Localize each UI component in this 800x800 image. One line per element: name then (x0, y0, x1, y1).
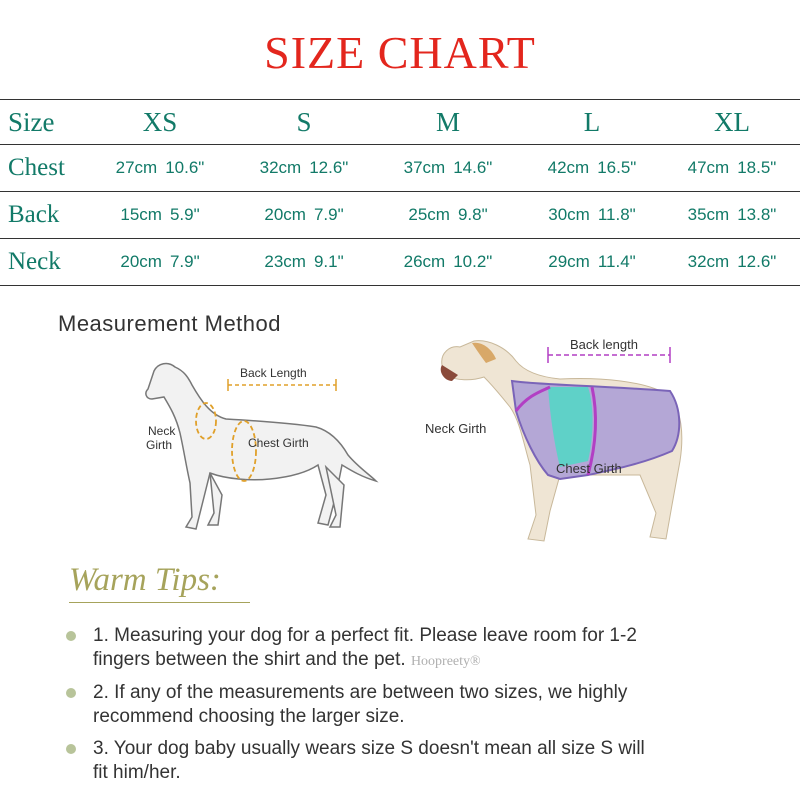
table-cell (232, 192, 376, 239)
inch-value: 7.9" (313, 205, 344, 224)
tip-item (66, 624, 766, 672)
inch-value: 7.9" (169, 252, 200, 271)
cm-value: 26cm (403, 252, 446, 271)
table-cell (376, 145, 520, 192)
row-label: Neck (0, 239, 88, 286)
table-cell (664, 192, 800, 239)
inch-value: 9.1" (313, 252, 344, 271)
table-cell (520, 239, 664, 286)
inch-value: 10.2" (453, 252, 493, 271)
size-table (0, 99, 800, 286)
header-size: Size (0, 100, 88, 145)
tip-item (66, 737, 766, 785)
dog-outline-diagram (130, 355, 400, 565)
header-m: M (376, 100, 520, 145)
table-row-chest (0, 145, 800, 192)
cm-value: 37cm (403, 158, 446, 177)
inch-value: 5.9" (169, 205, 200, 224)
tip-line: 1. Measuring your dog for a perfect fit. Please leave room for 1-2 (93, 625, 637, 646)
bullet-icon (66, 744, 76, 754)
cm-value: 32cm (259, 158, 302, 177)
inch-value: 11.8" (597, 205, 636, 224)
table-cell (376, 192, 520, 239)
table-cell (88, 145, 232, 192)
cm-value: 47cm (687, 158, 730, 177)
header-l: L (520, 100, 664, 145)
bullet-icon (66, 688, 76, 698)
table-cell (232, 239, 376, 286)
back-length-label: Back length (570, 337, 638, 352)
watermark-text: Hoopreety (410, 654, 471, 669)
table-cell (88, 192, 232, 239)
girth-label: Girth (146, 438, 173, 452)
table-cell (664, 145, 800, 192)
registered-mark: ® (470, 654, 481, 669)
chest-girth-label: Chest Girth (556, 461, 622, 476)
measurement-method-title: Measurement Method (58, 311, 281, 336)
back-length-label: Back Length (240, 366, 307, 380)
tip-item (66, 681, 766, 729)
cm-value: 25cm (408, 205, 450, 224)
table-cell (520, 145, 664, 192)
neck-label: Neck (148, 424, 176, 438)
warm-tips-underline (69, 602, 250, 603)
inch-value: 12.6" (309, 158, 349, 177)
table-row-neck (0, 239, 800, 286)
inch-value: 11.4" (597, 252, 636, 271)
cm-value: 15cm (120, 205, 162, 224)
header-xs: XS (88, 100, 232, 145)
table-header-row (0, 100, 800, 145)
inch-value: 13.8" (737, 205, 777, 224)
row-label: Chest (0, 145, 88, 192)
cm-value: 32cm (687, 252, 730, 271)
inch-value: 9.8" (457, 205, 488, 224)
cm-value: 30cm (548, 205, 590, 224)
tip-line: 2. If any of the measurements are between two sizes, we highly (93, 682, 628, 703)
inch-value: 18.5" (737, 158, 777, 177)
tip-line: 3. Your dog baby usually wears size S doesn't mean all size S will (93, 738, 645, 759)
neck-girth-label: Neck Girth (425, 421, 487, 436)
cm-value: 27cm (115, 158, 158, 177)
cm-value: 35cm (687, 205, 730, 224)
cm-value: 20cm (264, 205, 306, 224)
cm-value: 23cm (264, 252, 306, 271)
cm-value: 20cm (120, 252, 162, 271)
dog-photo-icon (441, 341, 682, 541)
chest-girth-label: Chest Girth (248, 436, 309, 450)
table-cell (520, 192, 664, 239)
header-s: S (232, 100, 376, 145)
bullet-icon (66, 631, 76, 641)
inch-value: 14.6" (453, 158, 493, 177)
cm-value: 42cm (547, 158, 590, 177)
tip-line (93, 648, 766, 674)
table-cell (232, 145, 376, 192)
cm-value: 29cm (548, 252, 590, 271)
page-title: SIZE CHART (264, 27, 536, 78)
table-row-back (0, 192, 800, 239)
tip-line: recommend choosing the larger size. (93, 706, 405, 727)
table-cell (376, 239, 520, 286)
header-xl: XL (664, 100, 800, 145)
row-label: Back (0, 192, 88, 239)
warm-tips-heading: Warm Tips: (69, 562, 221, 598)
inch-value: 16.5" (597, 158, 637, 177)
tip-text: fingers between the shirt and the pet. (93, 649, 406, 670)
table-cell (664, 239, 800, 286)
inch-value: 12.6" (737, 252, 777, 271)
inch-value: 10.6" (165, 158, 205, 177)
dog-photo-diagram (420, 325, 720, 555)
table-cell (88, 239, 232, 286)
tip-line: fit him/her. (93, 762, 181, 783)
